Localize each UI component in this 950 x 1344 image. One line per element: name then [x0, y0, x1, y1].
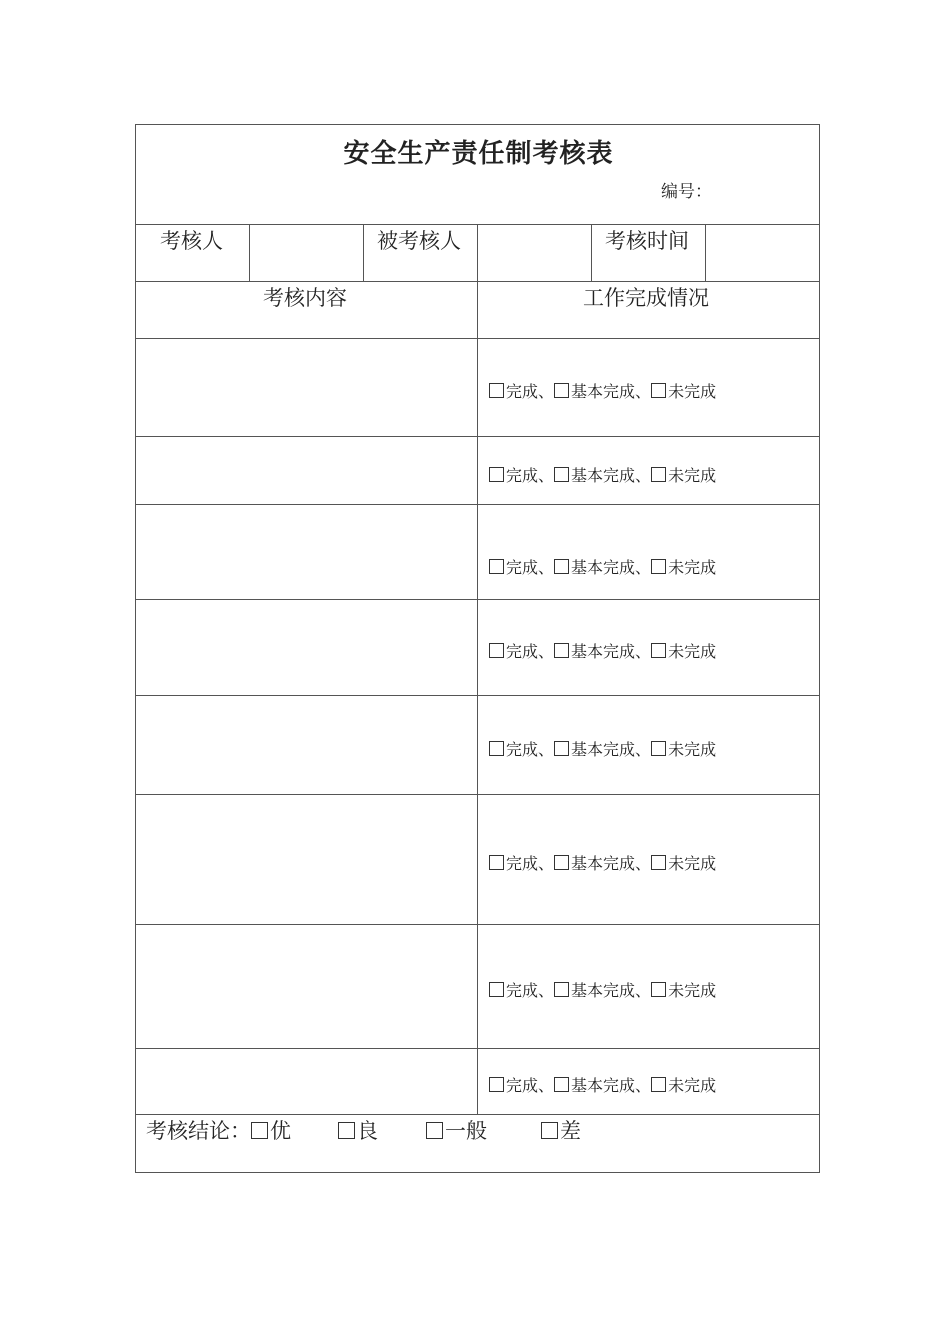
separator: 、 — [538, 466, 555, 485]
status-option[interactable] — [489, 1073, 538, 1096]
checkbox[interactable] — [554, 559, 569, 574]
status-option[interactable] — [651, 978, 716, 1001]
checkbox[interactable] — [489, 855, 504, 870]
conclusion-option-excellent[interactable]: 优 — [251, 1115, 291, 1145]
separator: 、 — [635, 854, 652, 873]
status-option-label: 完成 — [506, 854, 539, 873]
status-options-row — [489, 978, 716, 1001]
status-option-label: 基本完成 — [571, 981, 636, 1000]
status-option-label: 未完成 — [668, 1076, 717, 1095]
status-option[interactable] — [489, 851, 538, 874]
conclusion-label: 考核结论： — [146, 1119, 251, 1143]
status-option[interactable] — [489, 737, 538, 760]
status-option[interactable] — [651, 737, 716, 760]
status-option[interactable] — [554, 639, 635, 662]
checkbox[interactable] — [554, 467, 569, 482]
assessor-label: 考核人 — [160, 229, 223, 253]
status-option-label: 完成 — [506, 740, 539, 759]
status-options-row — [489, 1073, 716, 1096]
conclusion-option-average[interactable]: 一般 — [426, 1115, 487, 1145]
checkbox[interactable] — [554, 1077, 569, 1092]
conclusion-option-poor[interactable]: 差 — [541, 1115, 581, 1145]
status-options-row — [489, 851, 716, 874]
separator: 、 — [635, 642, 652, 661]
separator: 、 — [538, 558, 555, 577]
checkbox[interactable] — [554, 383, 569, 398]
checkbox[interactable] — [489, 643, 504, 658]
checkbox[interactable] — [489, 383, 504, 398]
status-option[interactable] — [651, 851, 716, 874]
status-option-label: 完成 — [506, 981, 539, 1000]
status-option-label: 基本完成 — [571, 740, 636, 759]
status-option[interactable] — [554, 463, 635, 486]
status-option-label: 未完成 — [668, 740, 717, 759]
separator: 、 — [635, 382, 652, 401]
checkbox[interactable] — [338, 1122, 355, 1139]
form-title: 安全生产责任制考核表 — [343, 139, 614, 169]
status-option-label: 未完成 — [668, 854, 717, 873]
status-option-label: 基本完成 — [571, 1076, 636, 1095]
separator: 、 — [635, 740, 652, 759]
checkbox[interactable] — [541, 1122, 558, 1139]
status-options-row — [489, 555, 716, 578]
status-option-label: 完成 — [506, 1076, 539, 1095]
status-option[interactable] — [554, 851, 635, 874]
status-option[interactable] — [651, 1073, 716, 1096]
status-option-label: 基本完成 — [571, 466, 636, 485]
status-option[interactable] — [651, 379, 716, 402]
checkbox[interactable] — [489, 982, 504, 997]
checkbox[interactable] — [651, 855, 666, 870]
status-options-row — [489, 737, 716, 760]
checkbox[interactable] — [489, 559, 504, 574]
separator: 、 — [635, 558, 652, 577]
status-option-label: 完成 — [506, 466, 539, 485]
separator: 、 — [538, 642, 555, 661]
status-options-row — [489, 639, 716, 662]
status-column-header: 工作完成情况 — [583, 286, 709, 310]
separator: 、 — [635, 466, 652, 485]
status-option[interactable] — [489, 978, 538, 1001]
divider — [363, 224, 364, 281]
status-option-label: 未完成 — [668, 981, 717, 1000]
status-option-label: 未完成 — [668, 466, 717, 485]
assessment-time-label: 考核时间 — [605, 229, 689, 253]
divider — [477, 224, 478, 281]
status-option[interactable] — [489, 379, 538, 402]
status-option-label: 基本完成 — [571, 854, 636, 873]
separator: 、 — [538, 740, 555, 759]
separator: 、 — [538, 382, 555, 401]
divider — [705, 224, 706, 281]
checkbox[interactable] — [251, 1122, 268, 1139]
checkbox[interactable] — [651, 467, 666, 482]
status-option-label: 未完成 — [668, 558, 717, 577]
separator: 、 — [635, 981, 652, 1000]
status-option[interactable] — [554, 379, 635, 402]
serial-number-label: 编号： — [661, 182, 712, 202]
divider — [249, 224, 250, 281]
checkbox[interactable] — [554, 982, 569, 997]
status-option-label: 完成 — [506, 382, 539, 401]
divider — [591, 224, 592, 281]
checkbox[interactable] — [554, 855, 569, 870]
conclusion-option-good[interactable]: 良 — [338, 1115, 378, 1145]
checkbox[interactable] — [651, 982, 666, 997]
status-option[interactable] — [651, 555, 716, 578]
checkbox[interactable] — [554, 643, 569, 658]
assessment-form — [135, 124, 820, 1173]
status-option-label: 完成 — [506, 558, 539, 577]
status-option[interactable] — [651, 463, 716, 486]
status-option[interactable] — [489, 463, 538, 486]
status-option[interactable] — [554, 737, 635, 760]
checkbox[interactable] — [489, 467, 504, 482]
status-option[interactable] — [489, 639, 538, 662]
checkbox[interactable] — [489, 741, 504, 756]
separator: 、 — [538, 854, 555, 873]
separator: 、 — [538, 1076, 555, 1095]
checkbox[interactable] — [426, 1122, 443, 1139]
separator: 、 — [635, 1076, 652, 1095]
status-option-label: 未完成 — [668, 642, 717, 661]
status-option-label: 基本完成 — [571, 642, 636, 661]
status-option[interactable] — [651, 639, 716, 662]
status-option[interactable] — [489, 555, 538, 578]
status-option[interactable] — [554, 555, 635, 578]
checkbox[interactable] — [651, 741, 666, 756]
assessee-label: 被考核人 — [377, 229, 461, 253]
checkbox[interactable] — [489, 1077, 504, 1092]
status-options-row — [489, 379, 716, 402]
checkbox[interactable] — [554, 741, 569, 756]
status-option-label: 基本完成 — [571, 382, 636, 401]
status-options-row — [489, 463, 716, 486]
content-column-header: 考核内容 — [263, 286, 347, 310]
status-option[interactable] — [554, 978, 635, 1001]
separator: 、 — [538, 981, 555, 1000]
checkbox[interactable] — [651, 643, 666, 658]
status-option-label: 基本完成 — [571, 558, 636, 577]
checkbox[interactable] — [651, 383, 666, 398]
checkbox[interactable] — [651, 1077, 666, 1092]
checkbox[interactable] — [651, 559, 666, 574]
divider — [477, 281, 478, 1114]
status-option-label: 未完成 — [668, 382, 717, 401]
status-option-label: 完成 — [506, 642, 539, 661]
conclusion-row — [146, 1115, 581, 1145]
status-option[interactable] — [554, 1073, 635, 1096]
